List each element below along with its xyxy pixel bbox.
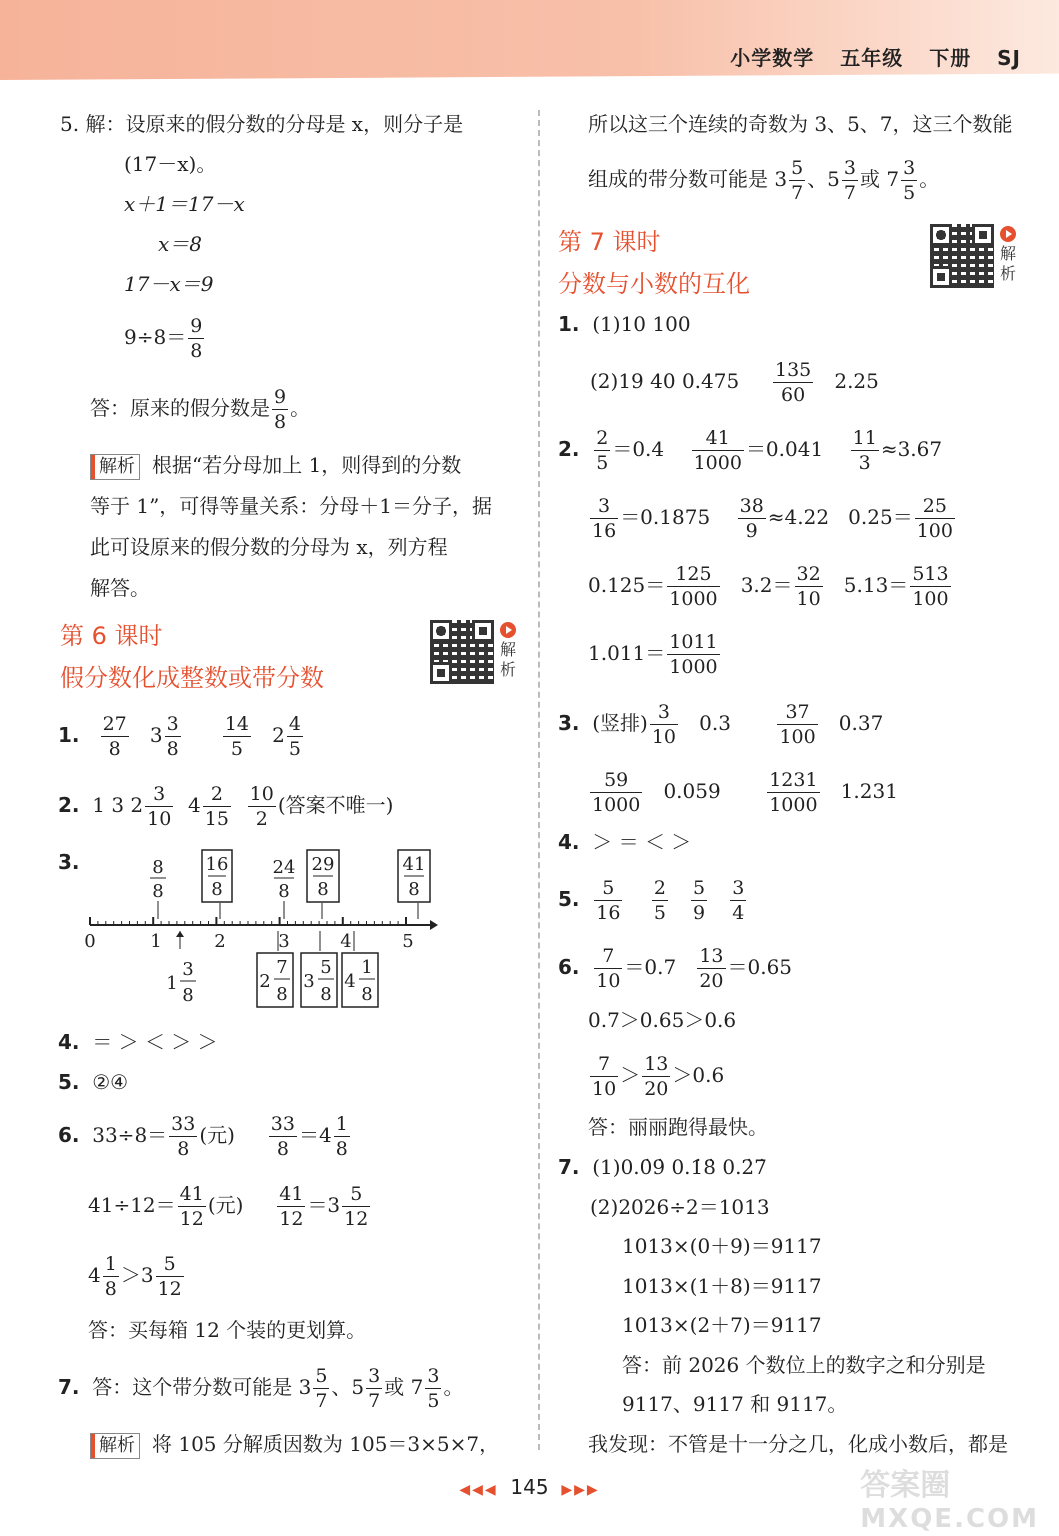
left-q5-line5: 17－x＝9 <box>124 272 214 296</box>
svg-text:7: 7 <box>276 957 288 978</box>
tick-label-5: 5 <box>402 931 414 952</box>
svg-text:8: 8 <box>182 985 194 1006</box>
tick-label-3: 3 <box>278 931 290 952</box>
svg-text:1: 1 <box>166 973 178 994</box>
svg-text:8: 8 <box>276 984 288 1005</box>
right-cont-line1: 所以这三个连续的奇数为 3、5、7，这三个数能 <box>588 112 1013 136</box>
svg-text:8: 8 <box>211 879 223 900</box>
right-l7-q2-line2: $\frac{3}{16}$ ＝0.1875 $\frac{38}{9}$ ≈4.22 0.25＝ $\frac{25}{100}$ <box>592 495 953 542</box>
right-l7-q2-line1: 2. $\frac{2}{5}$ ＝0.4 $\frac{41}{1000}$ ＝0.041 $\frac{11}{3}$ ≈3.67 <box>558 427 943 474</box>
right-l7-q6-line1: 6. $\frac{7}{10}$ ＝0.7 $\frac{13}{20}$ ＝0.65 <box>558 945 793 992</box>
lesson7-title: 第 7 课时 <box>558 228 661 256</box>
tick-label-0: 0 <box>84 931 96 952</box>
right-l7-q5: 5. $\frac{5}{16}$ $\frac{2}{5}$ $\frac{5}{9}$ $\frac{3}{4}$ <box>558 877 745 924</box>
svg-text:4: 4 <box>344 971 356 992</box>
left-q5-line3: x＋1＝17－x <box>124 192 245 216</box>
right-l7-q7-line6: 答：前 2026 个数位上的数字之和分别是 <box>622 1353 986 1377</box>
left-l6-q6-answer: 答：买每箱 12 个装的更划算。 <box>88 1318 367 1342</box>
right-l7-q1-line2: (2)19 40 0.475 $\frac{135}{60}$ 2.25 <box>590 359 879 406</box>
left-l6-q1: 1. $\frac{27}{8}$ 3 $\frac{3}{8}$ $\frac{14}{5}$ 2 $\frac{4}{5}$ <box>58 713 301 760</box>
svg-text:16: 16 <box>205 854 229 875</box>
analysis-tag-2: 解析 <box>90 1433 140 1459</box>
qr-code-icon-2[interactable] <box>930 224 994 288</box>
svg-text:8: 8 <box>320 984 332 1005</box>
svg-text:3: 3 <box>303 971 315 992</box>
analysis-tag: 解析 <box>90 454 140 480</box>
book-tag: 小学数学 五年级 下册 SJ <box>730 46 1021 70</box>
right-l7-q7-line1: 7. (1)0.0̇9̇ 0.1̇8̇ 0.2̇7̇ <box>558 1155 767 1179</box>
svg-text:8: 8 <box>152 857 164 878</box>
right-l7-q6-line3: $\frac{7}{10}$ ＞ $\frac{13}{20}$ ＞0.6 <box>592 1053 725 1100</box>
next-arrows-icon: ▶▶▶ <box>561 1482 600 1498</box>
right-cont-line2: 组成的带分数可能是 3 $\frac{5}{7}$ 、5 $\frac{3}{7}$ 或 7 $\frac{3}{5}$ 。 <box>588 157 940 204</box>
right-l7-q6-line2: 0.7＞0.65＞0.6 <box>588 1008 737 1032</box>
left-q5-line2: (17－x)。 <box>124 152 217 176</box>
lesson6-subtitle: 假分数化成整数或带分数 <box>60 664 324 692</box>
left-l6-q7: 7. 答：这个带分数可能是 3 $\frac{5}{7}$ 、5 $\frac{3}{7}$ 或 7 $\frac{3}{5}$ 。 <box>58 1365 464 1412</box>
svg-text:1: 1 <box>361 957 373 978</box>
svg-text:8: 8 <box>278 881 290 902</box>
qr-label: 解析 <box>500 622 518 680</box>
left-analysis1-line4: 解答。 <box>90 576 150 600</box>
left-q5-line4: x＝8 <box>158 232 203 256</box>
right-l7-q4: 4. ＞ ＝ ＜ ＞ <box>558 830 692 854</box>
number-line-diagram <box>80 845 450 1015</box>
right-l7-q7-line4: 1013×(1＋8)＝9117 <box>622 1274 822 1298</box>
left-l6-q6-line3: 4 $\frac{1}{8}$ ＞3 $\frac{5}{12}$ <box>88 1253 182 1300</box>
svg-text:29: 29 <box>311 854 335 875</box>
left-l6-q6-line2: 41÷12＝ $\frac{41}{12}$ (元) $\frac{41}{12}$ ＝3 $\frac{5}{12}$ <box>88 1183 369 1230</box>
right-l7-q7-line2: (2)2026÷2＝1013 <box>590 1195 770 1219</box>
left-l6-q4: 4. ＝ ＞ ＜ ＞ ＞ <box>58 1030 218 1054</box>
left-analysis1-line1: 解析 根据“若分母加上 1，则得到的分数 <box>90 453 461 480</box>
right-l7-q7-line8: 我发现：不管是十一分之几，化成小数后，都是 <box>588 1432 1008 1456</box>
left-l6-q2: 2. 1 3 2 $\frac{3}{10}$ 4 $\frac{2}{15}$ $\frac{10}{2}$ (答案不唯一) <box>58 783 394 830</box>
svg-text:5: 5 <box>320 957 332 978</box>
left-analysis1-line2: 等于 1”，可得等量关系：分母＋1＝分子，据 <box>90 494 493 518</box>
right-l7-q2-line4: 1.011＝ $\frac{1011}{1000}$ <box>588 631 718 678</box>
right-l7-q7-line3: 1013×(0＋9)＝9117 <box>622 1234 822 1258</box>
play-icon-2 <box>1000 226 1016 242</box>
svg-text:2: 2 <box>259 971 271 992</box>
left-q5-line1: 5. 解：设原来的假分数的分母是 x，则分子是 <box>60 112 464 136</box>
left-l6-q5: 5. ②④ <box>58 1070 129 1094</box>
tick-label-2: 2 <box>214 931 226 952</box>
svg-text:24: 24 <box>272 857 296 878</box>
right-l7-q7-line7: 9117、9117 和 9117。 <box>622 1392 848 1416</box>
right-l7-q1-line1: 1. (1)10 100 <box>558 312 691 336</box>
column-divider <box>538 110 540 1450</box>
lesson6-title: 第 6 课时 <box>60 622 163 650</box>
left-analysis1-line3: 此可设原来的假分数的分母为 x，列方程 <box>90 535 448 559</box>
qr-label-2: 解析 <box>1000 226 1018 284</box>
svg-text:8: 8 <box>152 881 164 902</box>
play-icon <box>500 622 516 638</box>
right-l7-q3-line2: $\frac{59}{1000}$ 0.059 $\frac{1231}{1000}$ 1.231 <box>592 769 898 816</box>
prev-arrows-icon: ◀◀◀ <box>459 1482 498 1498</box>
svg-text:41: 41 <box>402 854 426 875</box>
right-l7-q2-line3: 0.125＝ $\frac{125}{1000}$ 3.2＝ $\frac{32}{10}$ 5.13＝ $\frac{513}{100}$ <box>588 563 949 610</box>
left-l6-q6-line1: 6. 33÷8＝ $\frac{33}{8}$ (元) $\frac{33}{8}$ ＝4 $\frac{1}{8}$ <box>58 1113 348 1160</box>
right-l7-q7-line5: 1013×(2＋7)＝9117 <box>622 1313 822 1337</box>
left-l6-q3-num: 3. <box>58 850 80 874</box>
watermark-logo: 答案圈 MXQE.COM <box>860 1468 1039 1534</box>
svg-text:8: 8 <box>408 879 420 900</box>
left-q5-answer: 答：原来的假分数是 $\frac{9}{8}$ 。 <box>90 386 311 433</box>
left-q5-line6: 9÷8＝ $\frac{9}{8}$ <box>124 315 203 362</box>
qr-code-icon[interactable] <box>430 620 494 684</box>
svg-text:8: 8 <box>317 879 329 900</box>
right-l7-q3-line1: 3. (竖排) $\frac{3}{10}$ 0.3 $\frac{37}{100}$ 0.37 <box>558 701 884 748</box>
tick-label-4: 4 <box>340 931 352 952</box>
page-number: 145 <box>510 1475 549 1499</box>
tick-label-1: 1 <box>150 931 162 952</box>
left-analysis2: 解析 将 105 分解质因数为 105＝3×5×7， <box>90 1432 499 1459</box>
right-l7-q6-answer: 答：丽丽跑得最快。 <box>588 1115 768 1139</box>
svg-text:8: 8 <box>361 984 373 1005</box>
svg-text:3: 3 <box>182 959 194 980</box>
lesson7-subtitle: 分数与小数的互化 <box>558 270 750 298</box>
